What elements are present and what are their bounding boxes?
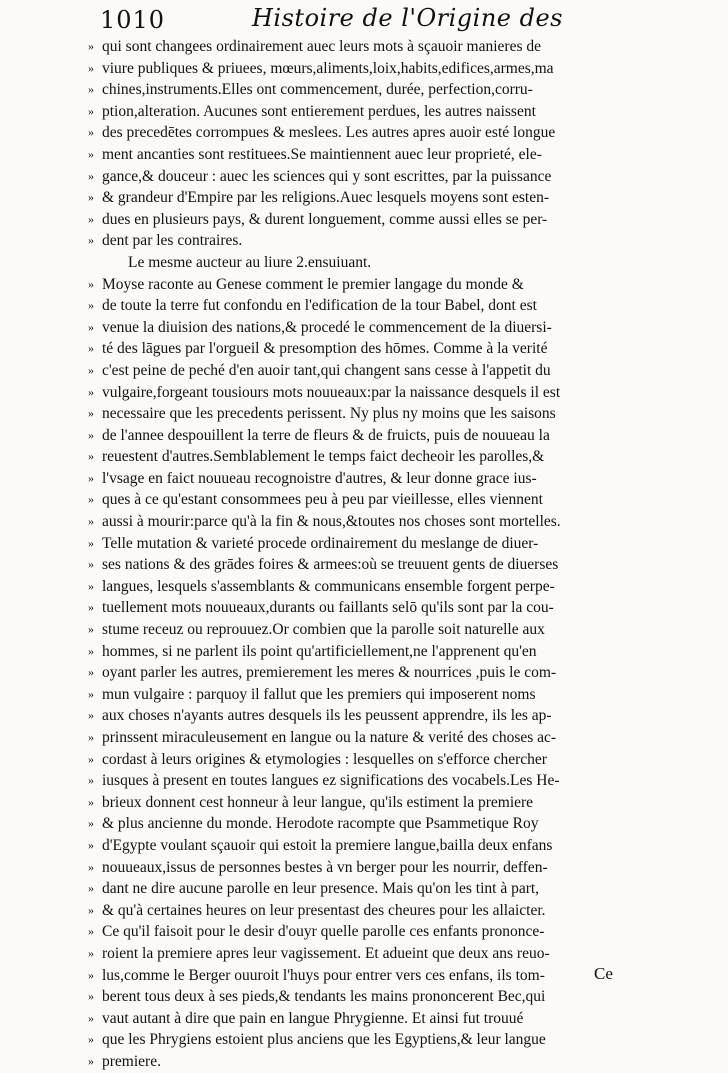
text-line xyxy=(88,662,628,684)
line-text: c'est peine de peché d'en auoir tant,qui changent sans cesse à l'appetit du xyxy=(102,361,551,379)
line-text: tuellement mots nouueaux,durants ou faillants selō qu'ils sont par la cou- xyxy=(102,599,554,617)
text-line xyxy=(88,705,628,727)
text-line xyxy=(88,597,628,619)
line-text: vaut autant à dire que pain en langue Phrygienne. Et ainsi fut trouué xyxy=(102,1009,524,1027)
line-text: hommes, si ne parlent ils point qu'artificiellement,ne l'apprenent qu'en xyxy=(102,642,537,660)
quote-marker: » xyxy=(88,924,94,939)
text-line xyxy=(88,446,628,468)
line-text: l'vsage en faict nouueau recognoistre d'autres, & leur donne grace ius- xyxy=(102,469,537,487)
quote-marker: » xyxy=(88,643,94,658)
text-line xyxy=(88,1008,628,1030)
line-text: aux choses n'ayants autres desquels ils les peussent apprendre, ils les ap- xyxy=(102,707,552,725)
text-line xyxy=(88,835,628,857)
text-line xyxy=(88,360,628,382)
quote-marker: » xyxy=(88,1053,94,1068)
line-text: premiere. xyxy=(102,1052,161,1070)
line-text: lus,comme le Berger ouuroit l'huys pour entrer vers ces enfans, ils tom- xyxy=(102,966,545,984)
text-line xyxy=(88,533,628,555)
text-body xyxy=(88,36,628,1073)
quote-marker: » xyxy=(88,686,94,701)
quote-marker: » xyxy=(88,276,94,291)
quote-marker: » xyxy=(88,190,94,205)
quote-marker: » xyxy=(88,319,94,334)
quote-marker: » xyxy=(88,600,94,615)
text-line xyxy=(88,209,628,231)
line-text: ques à ce qu'estant consommees peu à peu par vieillesse, elles viennent xyxy=(102,491,543,509)
line-text: Le mesme aucteur au liure 2.ensuiuant. xyxy=(128,253,372,271)
text-line xyxy=(88,230,628,252)
line-text: & plus ancienne du monde. Herodote racompte que Psammetique Roy xyxy=(102,815,539,833)
text-line xyxy=(88,274,628,296)
line-text: qui sont changees ordinairement auec leurs mots à sçauoir manieres de xyxy=(102,38,542,55)
line-text: ption,alteration. Aucunes sont entierement perdues, les autres naissent xyxy=(102,102,536,120)
text-line xyxy=(88,489,628,511)
quote-marker: » xyxy=(88,1010,94,1025)
quote-marker: » xyxy=(88,492,94,507)
text-line xyxy=(88,576,628,598)
line-text: que les Phrygiens estoient plus anciens que les Egyptiens,& leur langue xyxy=(102,1031,546,1049)
text-line xyxy=(88,554,628,576)
page-header xyxy=(100,4,660,38)
quote-marker: » xyxy=(88,103,94,118)
quote-marker: » xyxy=(88,211,94,226)
text-line xyxy=(88,144,628,166)
line-text: viure publiques & priuees, mœurs,aliments,loix,habits,edifices,armes,ma xyxy=(102,59,554,77)
text-line xyxy=(88,641,628,663)
line-text: iusques à present en toutes langues ez significations des vocabels.Les He- xyxy=(102,772,560,790)
text-line xyxy=(88,900,628,922)
text-line xyxy=(88,166,628,188)
line-text: & qu'à certaines heures on leur presentast des cheures pour les allaicter. xyxy=(102,901,546,919)
line-text: stume receuz ou reprouuez.Or combien que la parolle soit naturelle aux xyxy=(102,621,545,639)
quote-marker: » xyxy=(88,902,94,917)
quote-marker: » xyxy=(88,427,94,442)
text-line xyxy=(88,770,628,792)
text-line xyxy=(88,1051,628,1073)
quote-marker: » xyxy=(88,945,94,960)
text-line xyxy=(88,986,628,1008)
quote-marker: » xyxy=(88,967,94,982)
quote-marker: » xyxy=(88,168,94,183)
line-text: oyant parler les autres, premierement les meres & nourrices ,puis le com- xyxy=(102,664,557,682)
quote-marker: » xyxy=(88,449,94,464)
text-line xyxy=(88,749,628,771)
text-line xyxy=(88,943,628,965)
line-text: ses nations & des grādes foires & armees:où se treuuent gents de diuerses xyxy=(102,556,559,574)
quote-marker: » xyxy=(88,859,94,874)
text-line xyxy=(88,619,628,641)
line-text: berent tous deux à ses pieds,& tendants les mains prononcerent Bec,qui xyxy=(102,988,546,1006)
quote-marker: » xyxy=(88,557,94,572)
text-line xyxy=(88,684,628,706)
line-text: langues, lesquels s'assemblants & communicans ensemble forgent perpe- xyxy=(102,577,555,595)
text-line xyxy=(88,338,628,360)
quote-marker: » xyxy=(88,60,94,75)
quote-marker: » xyxy=(88,535,94,550)
text-line xyxy=(88,813,628,835)
quote-marker: » xyxy=(88,622,94,637)
quote-marker: » xyxy=(88,341,94,356)
quote-marker: » xyxy=(88,816,94,831)
text-line xyxy=(88,878,628,900)
catchword: Ce xyxy=(594,964,613,983)
quote-marker: » xyxy=(88,406,94,421)
text-line xyxy=(88,425,628,447)
quote-marker: » xyxy=(88,125,94,140)
quote-marker: » xyxy=(88,837,94,852)
text-line xyxy=(88,403,628,425)
text-line xyxy=(88,58,628,80)
line-text: roient la premiere apres leur vagissement. Et adueint que deux ans reuo- xyxy=(102,944,550,962)
quote-marker: » xyxy=(88,514,94,529)
quote-marker: » xyxy=(88,39,94,53)
line-text: té des lāgues par l'orgueil & presomption des hōmes. Comme à la verité xyxy=(102,340,548,358)
line-text: Telle mutation & varieté procede ordinairement du meslange de diuer- xyxy=(102,534,539,552)
line-text: chines,instruments.Elles ont commencement, durée, perfection,corru- xyxy=(102,81,533,99)
text-line xyxy=(88,727,628,749)
text-line xyxy=(88,122,628,144)
text-line xyxy=(88,187,628,209)
quote-marker: » xyxy=(88,708,94,723)
quote-marker: » xyxy=(88,362,94,377)
quote-marker: » xyxy=(88,881,94,896)
line-text: venue la diuision des nations,& procedé le commencement de la diuersi- xyxy=(102,318,552,336)
quote-marker: » xyxy=(88,384,94,399)
line-text: necessaire que les precedents perissent. Ny plus ny moins que les saisons xyxy=(102,405,556,423)
text-line xyxy=(88,317,628,339)
quote-marker: » xyxy=(88,1032,94,1047)
quote-marker: » xyxy=(88,298,94,313)
quote-marker: » xyxy=(88,82,94,97)
line-text: aussi à mourir:parce qu'à la fin & nous,&toutes nos choses sont mortelles. xyxy=(102,513,561,531)
text-line xyxy=(88,965,628,987)
line-text: dent par les contraires. xyxy=(102,232,243,250)
text-line xyxy=(88,857,628,879)
page-number: 1010 xyxy=(100,6,166,34)
line-text: des precedētes corrompues & meslees. Les autres apres auoir esté longue xyxy=(102,124,556,142)
line-text: nouueaux,issus de personnes bestes à vn berger pour les nourrir, deffen- xyxy=(102,858,548,876)
running-title: Histoire de l'Origine des xyxy=(252,4,563,32)
section-heading xyxy=(88,252,628,274)
line-text: ment ancanties sont restituees.Se maintiennent auec leur proprieté, ele- xyxy=(102,145,542,163)
line-text: de l'annee despouillent la terre de fleurs & de fruicts, puis de nouueau la xyxy=(102,426,550,444)
text-line xyxy=(88,511,628,533)
quote-marker: » xyxy=(88,146,94,161)
text-line xyxy=(88,382,628,404)
line-text: Moyse raconte au Genese comment le premier langage du monde & xyxy=(102,275,524,293)
line-text: d'Egypte voulant sçauoir qui estoit la premiere langue,bailla deux enfans xyxy=(102,836,553,854)
line-text: gance,& douceur : auec les sciences qui y sont escrittes, par la puissance xyxy=(102,167,552,185)
line-text: Ce qu'il faisoit pour le desir d'ouyr quelle parolle ces enfants prononce- xyxy=(102,923,545,941)
quote-marker: » xyxy=(88,989,94,1004)
quote-marker: » xyxy=(88,665,94,680)
line-text: mun vulgaire : parquoy il fallut que les premiers qui imposerent noms xyxy=(102,685,536,703)
line-text: dant ne dire aucune parolle en leur presence. Mais qu'on les tint à part, xyxy=(102,880,540,898)
text-line xyxy=(88,1029,628,1051)
line-text: reuestent d'autres.Semblablement le temps faict decheoir les parolles,& xyxy=(102,448,545,466)
text-line xyxy=(88,468,628,490)
text-line xyxy=(88,921,628,943)
line-text: prinssent miraculeusement en langue ou la nature & verité des choses ac- xyxy=(102,729,557,746)
text-line xyxy=(88,295,628,317)
text-line xyxy=(88,101,628,123)
line-text: brieux donnent cest honneur à leur langue, qu'ils estiment la premiere xyxy=(102,793,534,811)
line-text: cordast à leurs origines & etymologies : lesquelles on s'efforce chercher xyxy=(102,750,547,768)
quote-marker: » xyxy=(88,578,94,593)
text-line xyxy=(88,792,628,814)
quote-marker: » xyxy=(88,751,94,766)
line-text: & grandeur d'Empire par les religions.Auec lesquels moyens sont esten- xyxy=(102,189,550,207)
quote-marker: » xyxy=(88,470,94,485)
quote-marker: » xyxy=(88,794,94,809)
text-line xyxy=(88,79,628,101)
quote-marker: » xyxy=(88,730,94,744)
text-line xyxy=(88,36,628,58)
quote-marker: » xyxy=(88,773,94,788)
line-text: dues en plusieurs pays, & durent longuement, comme aussi elles se per- xyxy=(102,210,548,228)
line-text: de toute la terre fut confondu en l'edification de la tour Babel, dont est xyxy=(102,297,537,315)
line-text: vulgaire,forgeant tousiours mots nouueaux:par la naissance desquels il est xyxy=(102,383,561,401)
quote-marker: » xyxy=(88,233,94,248)
